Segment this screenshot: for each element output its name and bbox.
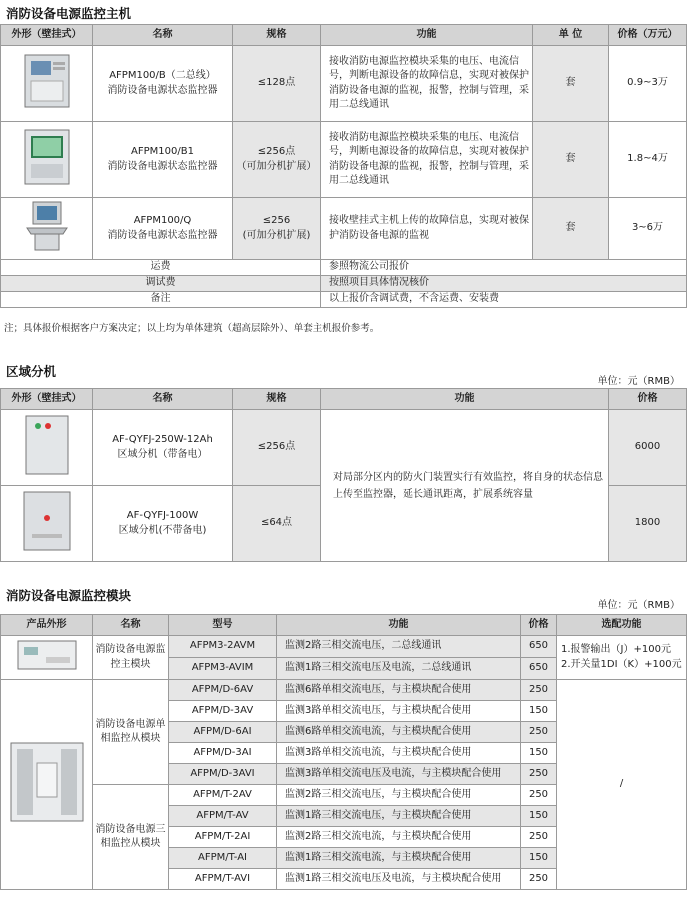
zone-header-row [1, 389, 687, 410]
price-cell: 1800 [609, 486, 687, 562]
model-text: AF-QYFJ-250W-12Ah [112, 434, 213, 445]
function-cell: 对局部分区内的防火门装置实行有效监控，将自身的状态信息上传至监控器，延长通讯距离，扩展系统容量 [321, 410, 609, 562]
extra-row [1, 260, 687, 276]
module-header-function: 功能 [277, 615, 521, 636]
spec-cell [233, 46, 321, 122]
name-text: 消防设备电源状态监控器 [107, 229, 218, 241]
extra-label: 调试费 [1, 276, 321, 292]
module-header-name: 名称 [93, 615, 169, 636]
function-cell: 监测3路单相交流电压及电流，与主模块配合使用 [277, 764, 521, 785]
price-cell: 650 [521, 636, 557, 658]
function-cell: 监测3路单相交流电压，与主模块配合使用 [277, 701, 521, 722]
host-row [1, 46, 687, 122]
host-section-title: 消防设备电源监控主机 [6, 6, 132, 21]
spec-cell: ≤256点 [233, 410, 321, 486]
zone-unit: 单位：元（RMB） [597, 376, 680, 387]
spec-cell: ≤64点 [233, 486, 321, 562]
extra-row [1, 292, 687, 308]
model-cell: AFPM/D-3AI [169, 743, 277, 764]
extra-value: 参照物流公司报价 [321, 260, 687, 276]
price-cell: 250 [521, 722, 557, 743]
product-name-cell [93, 198, 233, 260]
host-header-unit: 单 位 [533, 25, 609, 46]
module-header-row [1, 615, 687, 636]
function-cell: 监测1路三相交流电流，与主模块配合使用 [277, 848, 521, 869]
unit-cell: 套 [533, 46, 609, 122]
product-image [1, 680, 93, 890]
module-section-title: 消防设备电源监控模块 [6, 588, 132, 603]
module-header-price: 价格 [521, 615, 557, 636]
option-item: 1.报警输出（J）+100元 [561, 644, 671, 655]
price-cell: 250 [521, 785, 557, 806]
model-cell: AFPM/D-3AVI [169, 764, 277, 785]
product-name-cell [93, 122, 233, 198]
module-unit: 单位：元（RMB） [597, 600, 680, 611]
model-text: AFPM100/B1 [131, 146, 194, 157]
module-name-cell: 消防设备电源三相监控从模块 [93, 785, 169, 890]
price-cell: 150 [521, 743, 557, 764]
options-cell: / [557, 680, 687, 890]
spec-note: （可加分机扩展） [236, 160, 317, 172]
price-cell: 650 [521, 658, 557, 680]
zone-header-name: 名称 [93, 389, 233, 410]
product-name-cell [93, 486, 233, 562]
function-cell: 监测2路三相交流电压，与主模块配合使用 [277, 785, 521, 806]
extra-value: 按照项目具体情况核价 [321, 276, 687, 292]
price-cell: 150 [521, 848, 557, 869]
host-row [1, 198, 687, 260]
product-name-cell [93, 410, 233, 486]
price-cell: 6000 [609, 410, 687, 486]
name-text: 消防设备电源状态监控器 [107, 160, 218, 172]
spec-cell [233, 198, 321, 260]
zone-header-function: 功能 [321, 389, 609, 410]
function-cell: 监测1路三相交流电压及电流，二总线通讯 [277, 658, 521, 680]
function-cell: 监测6路单相交流电流，与主模块配合使用 [277, 722, 521, 743]
unit-cell: 套 [533, 122, 609, 198]
host-header-shape: 外形（壁挂式） [1, 25, 93, 46]
model-cell: AFPM/D-6AV [169, 680, 277, 701]
module-single-row [1, 680, 687, 701]
zone-header-spec: 规格 [233, 389, 321, 410]
extra-label: 备注 [1, 292, 321, 308]
spec-cell [233, 122, 321, 198]
product-image [1, 198, 93, 260]
function-cell: 监测6路单相交流电压，与主模块配合使用 [277, 680, 521, 701]
host-header-function: 功能 [321, 25, 533, 46]
model-text: AFPM100/B（二总线） [109, 70, 216, 81]
spec-note: (可加分机扩展) [242, 229, 311, 241]
function-cell: 监测1路三相交流电压，与主模块配合使用 [277, 806, 521, 827]
price-cell: 0.9~3万 [609, 46, 687, 122]
function-cell: 监测1路三相交流电压及电流，与主模块配合使用 [277, 869, 521, 890]
unit-cell: 套 [533, 198, 609, 260]
module-table [0, 614, 687, 890]
spec-text: ≤128点 [257, 77, 296, 89]
module-name-cell: 消防设备电源监控主模块 [93, 636, 169, 680]
model-text: AFPM100/Q [133, 215, 192, 226]
zone-section-title: 区域分机 [6, 364, 57, 379]
price-cell: 250 [521, 680, 557, 701]
name-text: 消防设备电源状态监控器 [107, 84, 218, 96]
model-cell: AFPM3-AVIM [169, 658, 277, 680]
zone-row [1, 410, 687, 486]
host-header-row [1, 25, 687, 46]
function-cell: 接收消防电源监控模块采集的电压、电流信号，判断电源设备的故障信息，实现对被保护消防设备电源的监视，报警，控制与管理，采用二总线通讯 [321, 46, 533, 122]
option-item: 2.开关量1DI（K）+100元 [561, 658, 682, 670]
function-cell: 监测3路单相交流电流，与主模块配合使用 [277, 743, 521, 764]
module-main-row [1, 636, 687, 658]
zone-header-price: 价格 [609, 389, 687, 410]
function-cell: 接收消防电源监控模块采集的电压、电流信号，判断电源设备的故障信息，实现对被保护消防设备电源的监视，报警，控制与管理，采用二总线通讯 [321, 122, 533, 198]
host-header-spec: 规格 [233, 25, 321, 46]
host-header-name: 名称 [93, 25, 233, 46]
host-row [1, 122, 687, 198]
price-cell: 250 [521, 869, 557, 890]
product-name-cell [93, 46, 233, 122]
function-cell: 监测2路三相交流电压，二总线通讯 [277, 636, 521, 658]
extra-label: 运费 [1, 260, 321, 276]
model-cell: AFPM/T-AI [169, 848, 277, 869]
model-cell: AFPM/D-6AI [169, 722, 277, 743]
model-cell: AFPM/D-3AV [169, 701, 277, 722]
spec-text: ≤256 [262, 215, 291, 226]
host-table [0, 24, 687, 308]
model-text: AF-QYFJ-100W [126, 510, 199, 521]
model-cell: AFPM/T-2AV [169, 785, 277, 806]
host-note: 注；具体报价根据客户方案决定；以上均为单体建筑（超高层除外）、单套主机报价参考。 [4, 323, 380, 334]
module-header-options: 选配功能 [557, 615, 687, 636]
extra-row [1, 276, 687, 292]
model-cell: AFPM/T-AV [169, 806, 277, 827]
function-cell: 监测2路三相交流电流，与主模块配合使用 [277, 827, 521, 848]
model-cell: AFPM/T-AVI [169, 869, 277, 890]
price-cell: 150 [521, 701, 557, 722]
name-text: 区域分机(不带备电) [118, 524, 207, 536]
price-cell: 250 [521, 764, 557, 785]
host-header-price: 价格（万元） [609, 25, 687, 46]
zone-header-shape: 外形（壁挂式） [1, 389, 93, 410]
product-image [1, 122, 93, 198]
options-cell [557, 636, 687, 680]
zone-table [0, 388, 687, 562]
module-header-shape: 产品外形 [1, 615, 93, 636]
function-cell: 接收壁挂式主机上传的故障信息，实现对被保护消防设备电源的监视 [321, 198, 533, 260]
module-name-cell: 消防设备电源单相监控从模块 [93, 680, 169, 785]
price-cell: 150 [521, 806, 557, 827]
product-image [1, 46, 93, 122]
product-image [1, 410, 93, 486]
spec-text: ≤256点 [257, 146, 296, 157]
price-cell: 250 [521, 827, 557, 848]
product-image [1, 636, 93, 680]
price-cell: 1.8~4万 [609, 122, 687, 198]
name-text: 区域分机（带备电） [117, 448, 208, 460]
price-cell: 3~6万 [609, 198, 687, 260]
module-header-model: 型号 [169, 615, 277, 636]
model-cell: AFPM3-2AVM [169, 636, 277, 658]
product-image [1, 486, 93, 562]
extra-value: 以上报价含调试费，不含运费、安装费 [321, 292, 687, 308]
model-cell: AFPM/T-2AI [169, 827, 277, 848]
